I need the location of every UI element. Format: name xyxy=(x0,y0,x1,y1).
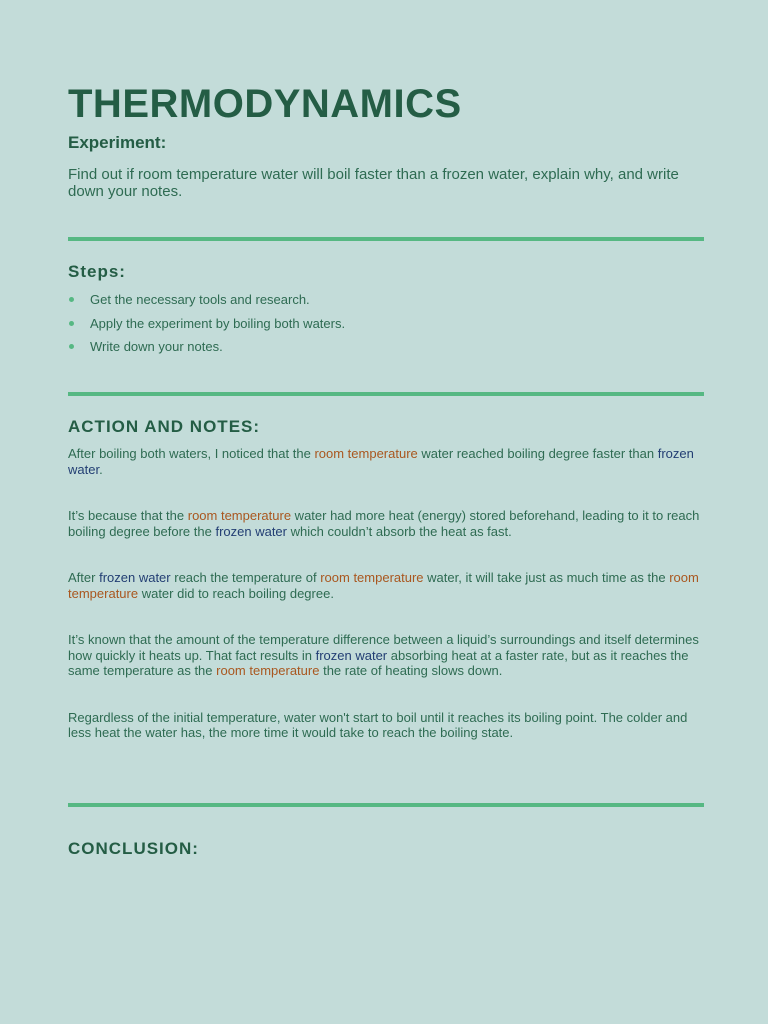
divider-rule xyxy=(68,237,704,241)
steps-list xyxy=(68,288,345,359)
note-text: the rate of heating slows down. xyxy=(319,663,503,678)
list-item xyxy=(68,312,345,336)
divider-rule xyxy=(68,803,704,807)
note-text: which couldn’t absorb the heat as fast. xyxy=(287,523,512,539)
highlight-frozen-water: frozen water xyxy=(68,446,694,477)
highlight-frozen-water: frozen water xyxy=(315,647,388,663)
note-text: After xyxy=(68,570,100,585)
note-text: water, it will take just as much time as the xyxy=(423,570,670,585)
highlight-room-temperature: room temperature xyxy=(187,508,292,523)
list-item xyxy=(68,335,345,359)
note-paragraph xyxy=(68,632,708,679)
note-text: Regardless of the initial temperature, water won't start to boil until it reaches its boiling point. The colder and less heat the water has, the more time it would take to reach the boiling state. xyxy=(68,709,688,740)
highlight-room-temperature: room temperature xyxy=(216,663,320,678)
highlight-room-temperature: room temperature xyxy=(320,570,424,585)
conclusion-heading: CONCLUSION: xyxy=(68,839,199,858)
note-paragraph xyxy=(68,508,708,539)
note-text: absorbing heat at a faster rate, but as it reaches the same temperature as the xyxy=(68,647,689,678)
experiment-label: Experiment: xyxy=(68,133,167,152)
note-text: After boiling both waters, I noticed that the xyxy=(68,446,315,461)
step-text: Get the necessary tools and research. xyxy=(90,292,310,307)
highlight-room-temperature: room temperature xyxy=(314,446,418,461)
note-text: It’s because that the xyxy=(68,508,188,523)
bullet-icon xyxy=(69,344,74,349)
highlight-frozen-water: frozen water xyxy=(215,523,287,539)
experiment-text: Find out if room temperature water will boil faster than a frozen water, explain why, and write down your notes. xyxy=(68,166,679,200)
step-text: Apply the experiment by boiling both waters. xyxy=(90,315,346,331)
divider-rule xyxy=(68,392,704,396)
highlight-frozen-water: frozen water xyxy=(99,570,171,585)
note-paragraph xyxy=(68,570,708,601)
notes-body xyxy=(68,446,708,772)
action-notes-heading: ACTION AND NOTES: xyxy=(68,417,261,436)
bullet-icon xyxy=(69,321,74,326)
steps-heading: Steps: xyxy=(68,262,126,281)
note-paragraph xyxy=(68,710,708,741)
note-text: . xyxy=(99,461,103,477)
note-text: It’s known that the amount of the temperature difference between a liquid’s surroundings and itself determines how quickly it heats up. That fact results in xyxy=(68,632,699,663)
note-text: reach the temperature of xyxy=(170,570,321,585)
bullet-icon xyxy=(69,297,74,302)
note-paragraph xyxy=(68,446,708,477)
note-text: water did to reach boiling degree. xyxy=(138,585,334,601)
step-text: Write down your notes. xyxy=(90,339,223,354)
list-item xyxy=(68,288,345,312)
page-title: THERMODYNAMICS xyxy=(68,82,462,126)
note-text: water had more heat (energy) stored beforehand, leading to it to reach boiling degree before the xyxy=(68,508,700,539)
note-text: water reached boiling degree faster than xyxy=(417,446,658,461)
highlight-room-temperature: room temperature xyxy=(68,570,699,601)
